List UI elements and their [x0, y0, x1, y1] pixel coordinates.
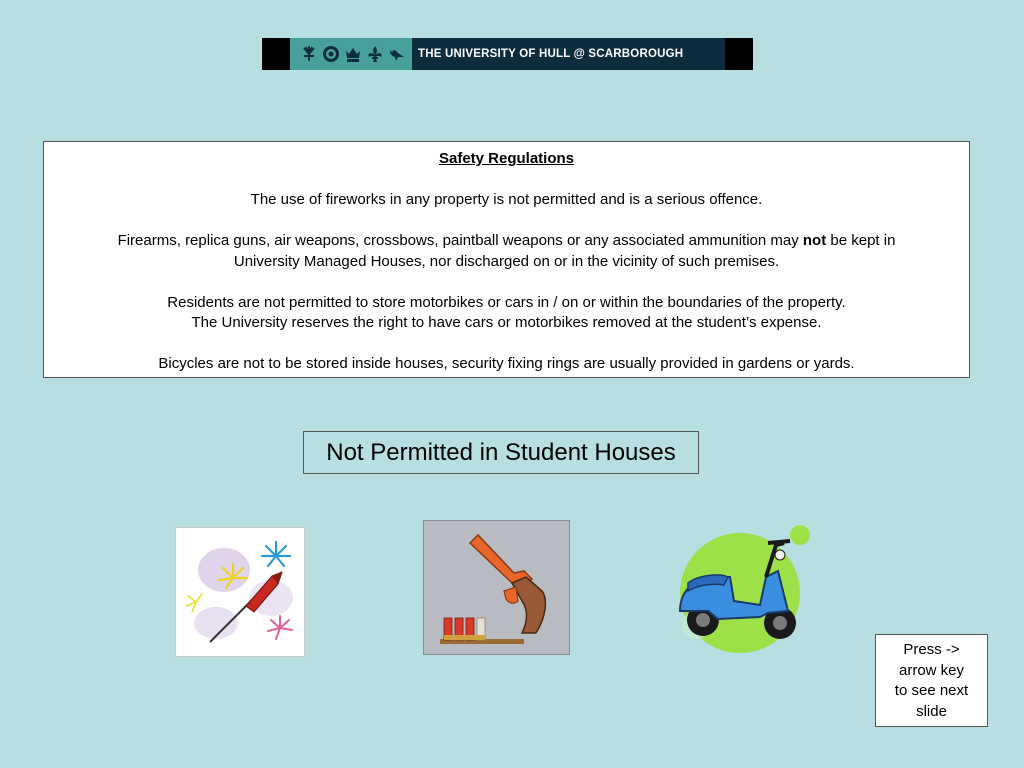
firearms-rule-start: Firearms, replica guns, air weapons, crossbows, paintball weapons or any associated ammunition may	[117, 232, 803, 249]
rose-icon	[322, 45, 340, 63]
hint-line-3: to see next	[894, 682, 969, 699]
flare-gun-image	[423, 520, 570, 655]
flare-gun-clipart	[424, 521, 569, 654]
vehicles-removal-rule: The University reserves the right to have cars or motorbikes removed at the student’s expense.	[191, 314, 822, 331]
regulations-title: Safety Regulations	[438, 150, 575, 167]
scooter-clipart	[668, 515, 813, 655]
fireworks-image	[175, 527, 305, 657]
university-banner	[262, 38, 753, 70]
not-permitted-heading: Not Permitted in Student Houses	[303, 431, 699, 474]
firearms-rule-line2: University Managed Houses, nor discharged on or in the vicinity of such premises.	[233, 252, 780, 270]
bird-icon	[388, 45, 406, 63]
firearms-rule	[44, 231, 969, 252]
hint-line-1: Press ->	[903, 641, 960, 658]
next-slide-hint	[875, 634, 988, 727]
safety-regulations-box	[43, 141, 970, 378]
bicycles-rule: Bicycles are not to be stored inside houses, security fixing rings are usually provided in gardens or yards.	[158, 355, 855, 372]
fireworks-rule: The use of fireworks in any property is not permitted and is a serious offence.	[250, 191, 763, 208]
scooter-image	[668, 515, 813, 655]
wheatsheaf-icon	[300, 45, 318, 63]
crest-strip	[290, 38, 412, 70]
vehicles-rule: Residents are not permitted to store motorbikes or cars in / on or within the boundaries of the property.	[167, 293, 846, 311]
hint-line-2: arrow key	[898, 661, 965, 679]
fireworks-clipart	[176, 528, 304, 656]
banner-bar	[290, 38, 725, 70]
banner-title: THE UNIVERSITY OF HULL @ SCARBOROUGH	[418, 48, 684, 60]
firearms-rule-emphasis: not	[802, 232, 827, 249]
firearms-rule-end: be kept in	[826, 232, 896, 249]
hint-line-4: slide	[916, 702, 947, 720]
crown-icon	[344, 45, 362, 63]
fleur-de-lis-icon	[366, 45, 384, 63]
